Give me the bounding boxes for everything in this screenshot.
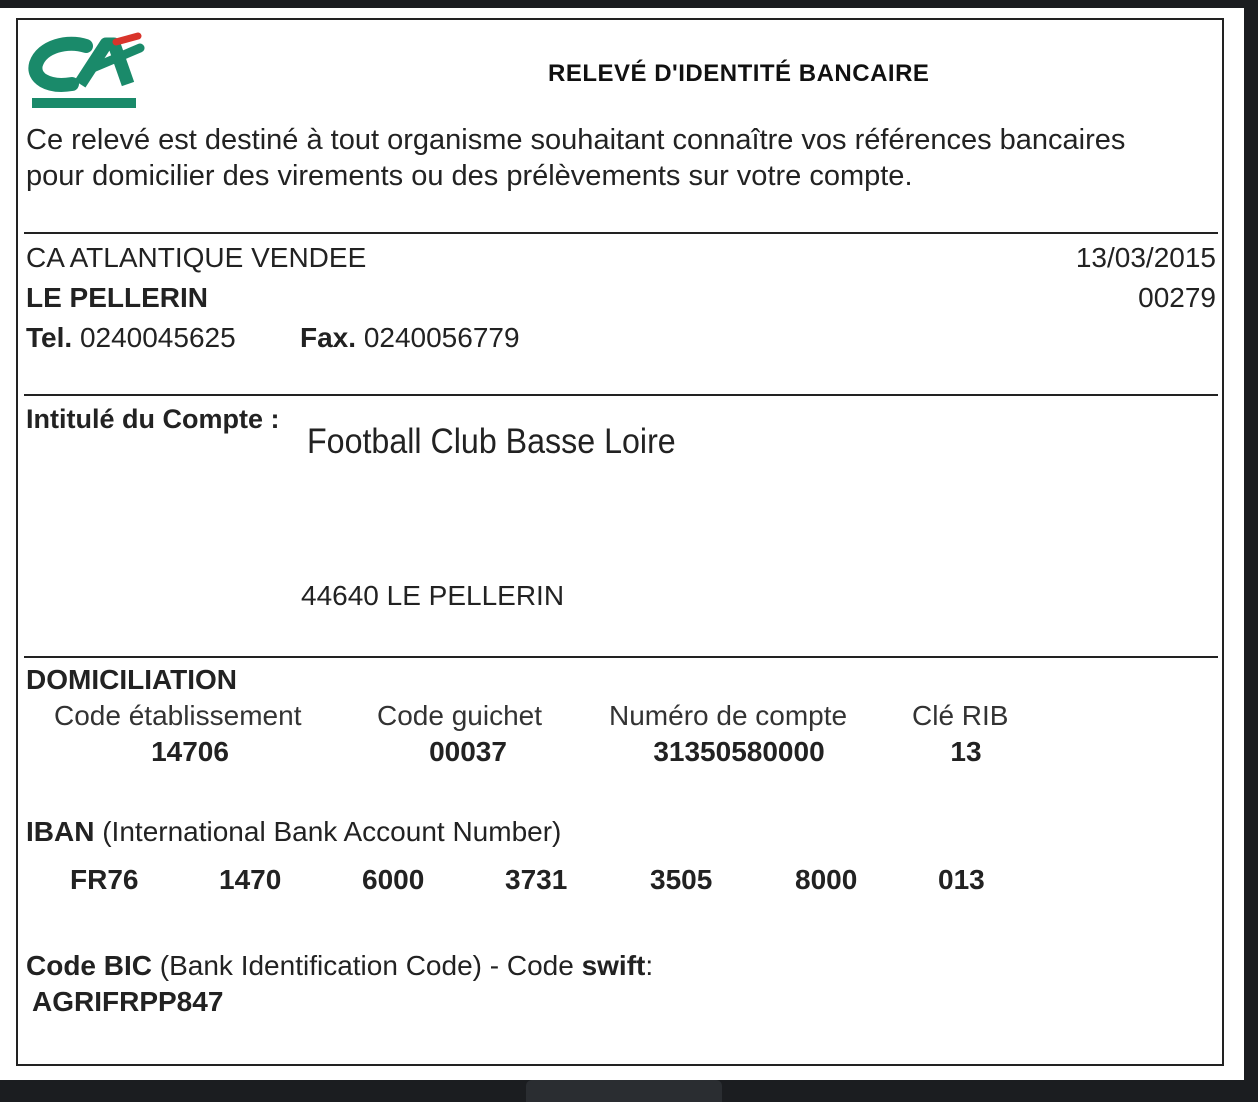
fax-number: 0240056779 (363, 322, 520, 353)
iban-heading (26, 816, 561, 848)
iban-part: FR76 (70, 864, 139, 895)
account-address: 44640 LE PELLERIN (301, 580, 565, 611)
code-guichet-value: 00037 (429, 736, 507, 767)
divider (24, 394, 1218, 396)
account-holder: Football Club Basse Loire (307, 422, 676, 461)
iban-part: 3505 (650, 864, 713, 895)
divider (24, 656, 1218, 658)
iban-label: IBAN (26, 816, 95, 847)
domiciliation-heading: DOMICILIATION (26, 664, 238, 695)
credit-agricole-logo-icon (28, 32, 146, 117)
phone-line (26, 322, 236, 354)
document-sheet (0, 8, 1244, 1080)
col-code-guichet-label: Code guichet (377, 700, 543, 731)
iban-part: 1470 (219, 864, 282, 895)
col-cle-rib-label: Clé RIB (912, 700, 1009, 731)
document-title: RELEVÉ D'IDENTITÉ BANCAIRE (548, 60, 930, 87)
bic-label: Code BIC (26, 950, 152, 981)
statement-date: 13/03/2015 (1075, 242, 1216, 273)
intro-line-2: pour domicilier des virements ou des prélèvements sur votre compte. (26, 160, 913, 192)
divider (24, 232, 1218, 234)
intro-text (26, 122, 1206, 194)
col-code-etablissement-label: Code établissement (54, 700, 302, 731)
numero-compte-value: 31350580000 (653, 736, 825, 767)
rib-frame (16, 18, 1224, 1066)
iban-part: 013 (938, 864, 985, 895)
swift-label: swift (581, 950, 646, 981)
bic-value: AGRIFRPP847 (32, 986, 224, 1017)
tel-label: Tel. (26, 322, 73, 353)
bic-desc: (Bank Identification Code) - Code (159, 950, 574, 981)
iban-part: 8000 (795, 864, 858, 895)
branch-name: LE PELLERIN (26, 282, 209, 313)
iban-part: 6000 (362, 864, 425, 895)
bank-name: CA ATLANTIQUE VENDEE (26, 242, 367, 273)
tel-number: 0240045625 (79, 322, 236, 353)
code-etablissement-value: 14706 (151, 736, 229, 767)
bic-colon: : (645, 950, 654, 981)
branch-code: 00279 (1138, 282, 1216, 313)
cle-rib-value: 13 (950, 736, 982, 767)
fax-label: Fax. (300, 322, 357, 353)
intro-line-1: Ce relevé est destiné à tout organisme souhaitant connaître vos références bancaires (26, 124, 1126, 156)
fax-line (300, 322, 520, 354)
col-numero-compte-label: Numéro de compte (609, 700, 848, 731)
iban-part: 3731 (505, 864, 568, 895)
account-label: Intitulé du Compte : (26, 404, 280, 434)
viewer-bottom-tab[interactable] (526, 1080, 722, 1102)
bic-heading (26, 950, 653, 982)
iban-desc: (International Bank Account Number) (102, 816, 562, 847)
